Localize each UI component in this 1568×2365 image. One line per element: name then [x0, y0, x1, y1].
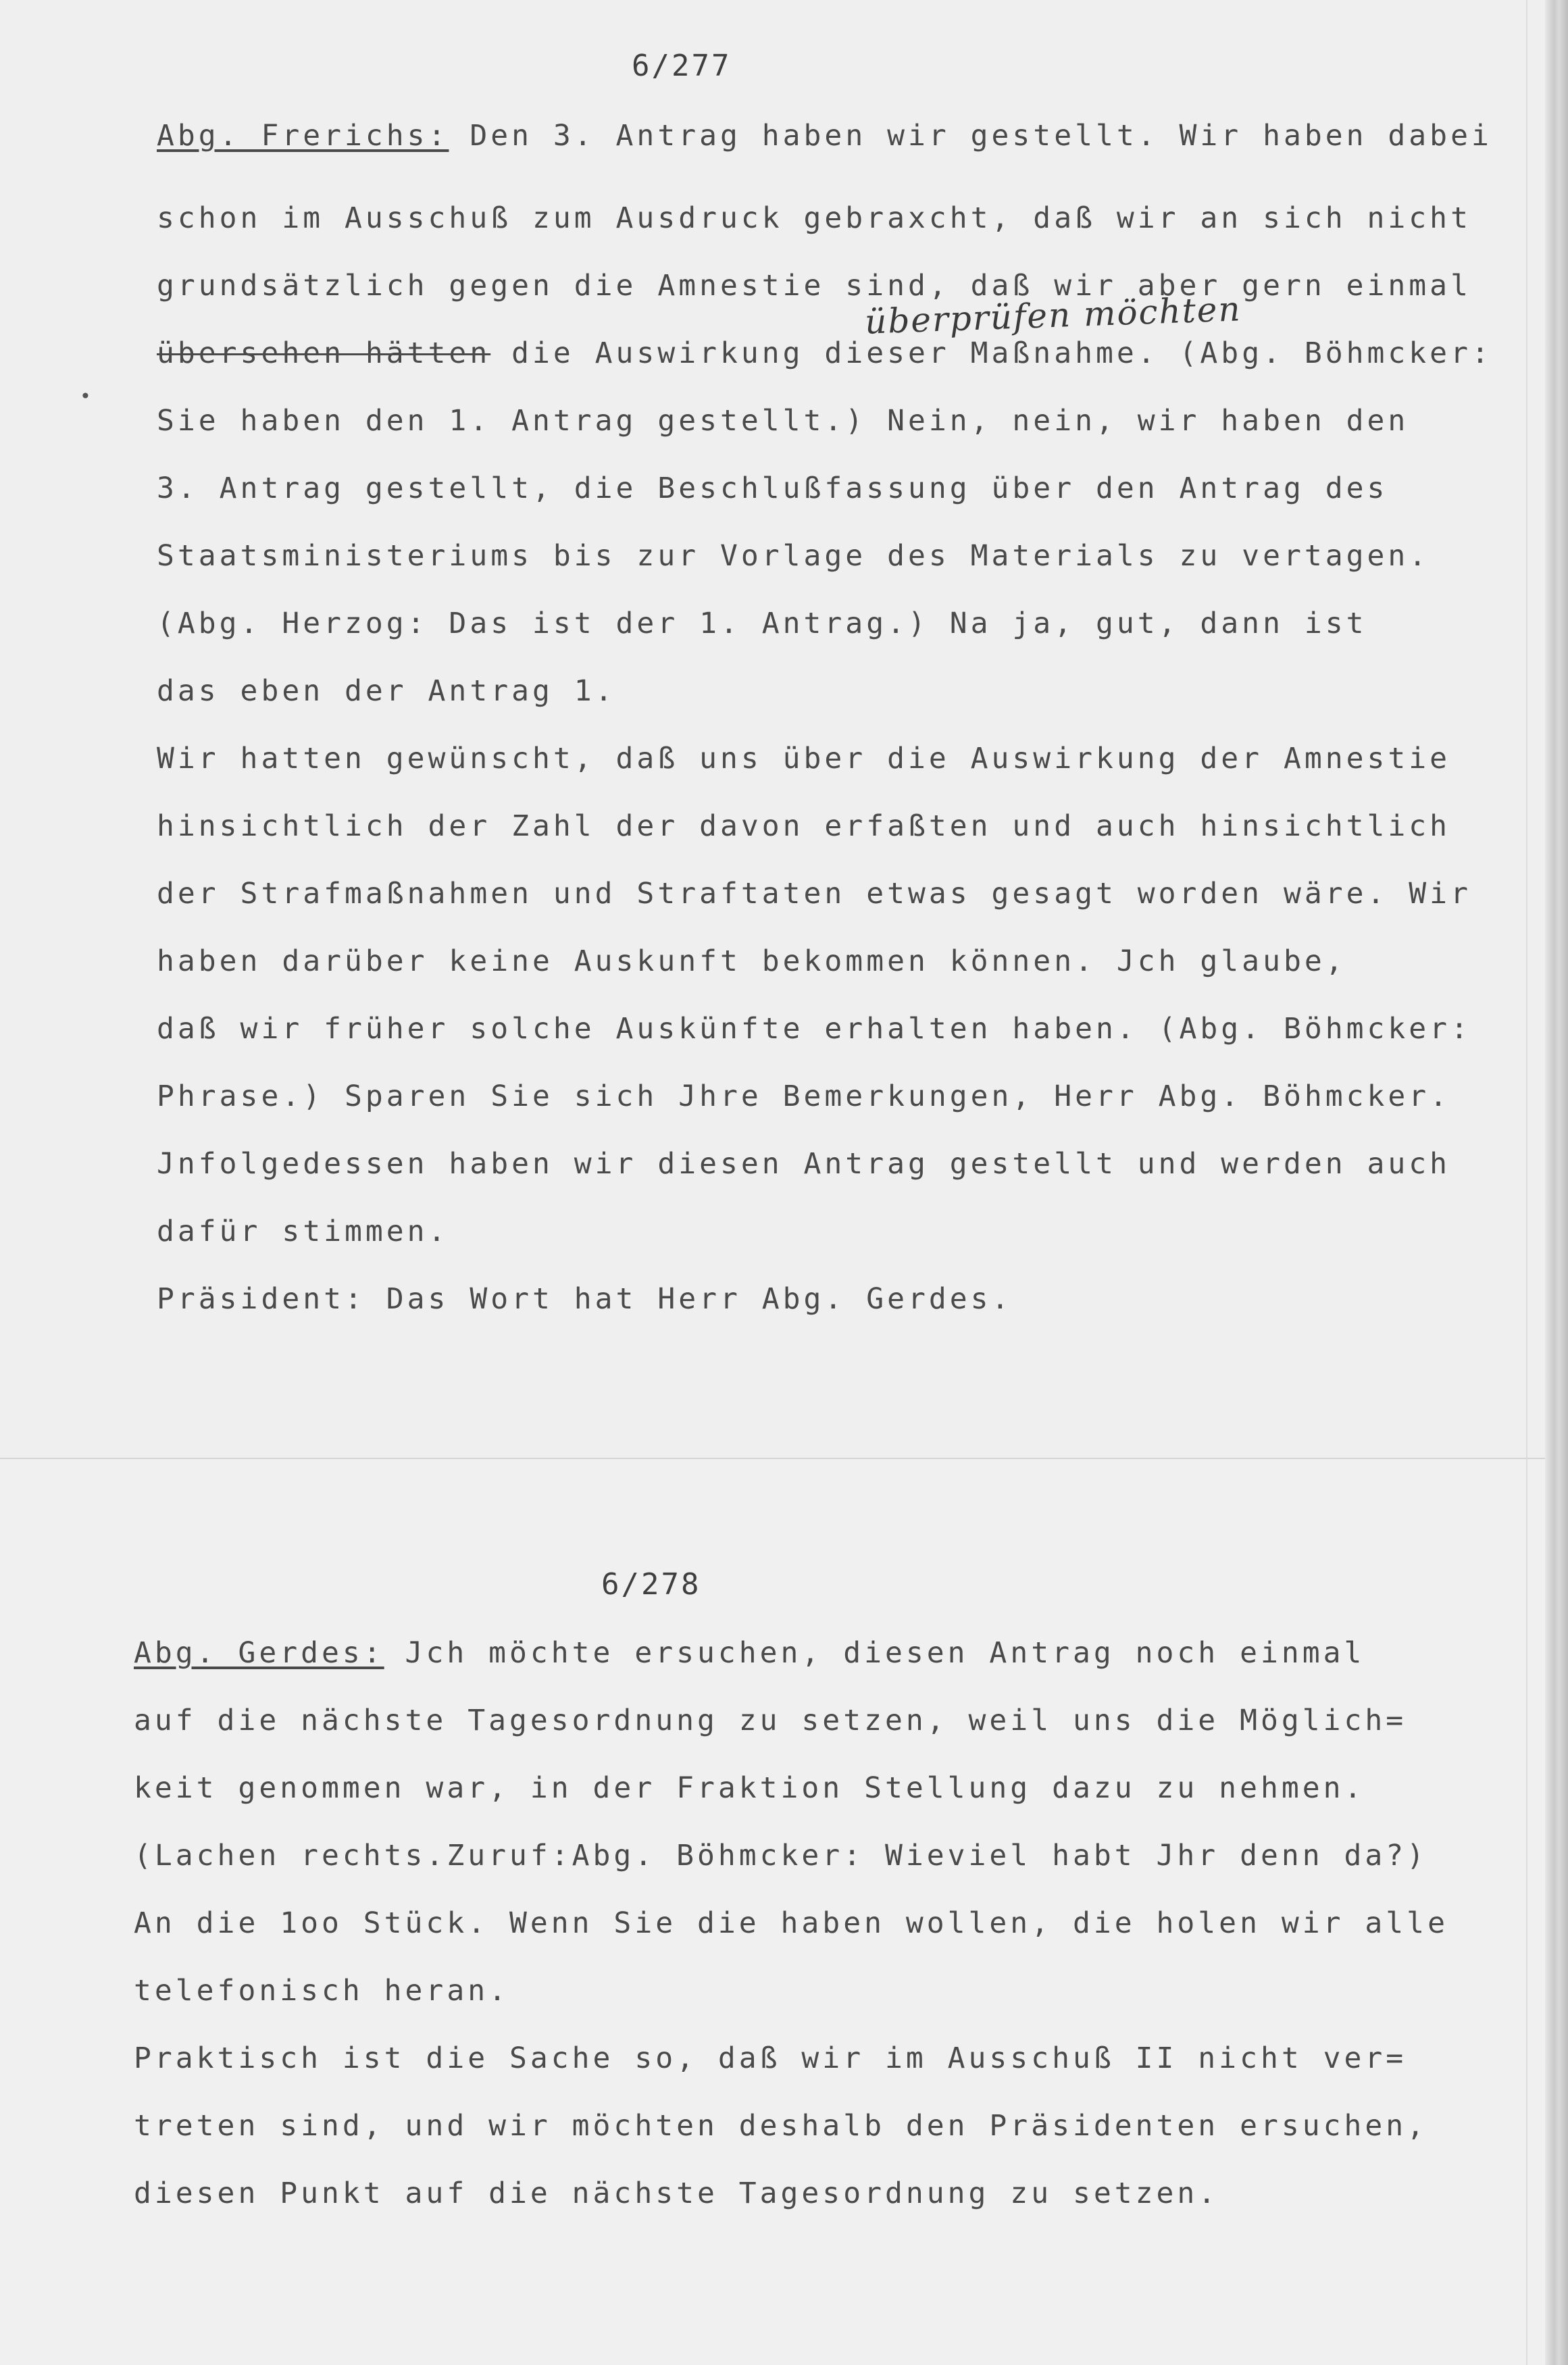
transcript-line: Sie haben den 1. Antrag gestellt.) Nein, nein, wir haben den: [157, 404, 1409, 438]
transcript-line: diesen Punkt auf die nächste Tagesordnung zu setzen.: [134, 2177, 1219, 2210]
transcript-line: Praktisch ist die Sache so, daß wir im Ausschuß II nicht ver=: [134, 2041, 1407, 2075]
transcript-line: treten sind, und wir möchten deshalb den Präsidenten ersuchen,: [134, 2109, 1428, 2143]
transcript-line-with-strikethrough: [157, 336, 1492, 370]
bottom-sheet: [0, 1459, 1568, 2365]
struck-text: übersehen hätten: [157, 336, 491, 370]
paper-edge-line: [1526, 0, 1527, 2365]
handwritten-insertion: überprüfen möchten: [864, 289, 1242, 342]
page-number-bottom: 6/278: [601, 1567, 701, 1602]
speaker-label-gerdes: Abg. Gerdes:: [134, 1636, 384, 1670]
paper-right-edge: [1545, 0, 1568, 2365]
transcript-line: Staatsministeriums bis zur Vorlage des Materials zu vertagen.: [157, 539, 1430, 573]
transcript-line: haben darüber keine Auskunft bekommen können. Jch glaube,: [157, 944, 1346, 978]
transcript-line: dafür stimmen.: [157, 1215, 449, 1248]
transcript-line: der Strafmaßnahmen und Straftaten etwas gesagt worden wäre. Wir: [157, 877, 1471, 911]
transcript-line: das eben der Antrag 1.: [157, 674, 616, 708]
transcript-line: telefonisch heran.: [134, 1974, 509, 2008]
transcript-line: Jnfolgedessen haben wir diesen Antrag gestellt und werden auch: [157, 1147, 1451, 1181]
transcript-line: Phrase.) Sparen Sie sich Jhre Bemerkungen, Herr Abg. Böhmcker.: [157, 1079, 1451, 1113]
page-number-top: 6/277: [632, 49, 732, 83]
transcript-line: keit genommen war, in der Fraktion Stellung dazu zu nehmen.: [134, 1771, 1365, 1805]
transcript-line: An die 1oo Stück. Wenn Sie die haben wollen, die holen wir alle: [134, 1906, 1448, 1940]
transcript-line: (Abg. Herzog: Das ist der 1. Antrag.) Na ja, gut, dann ist: [157, 607, 1367, 640]
transcript-line: hinsichtlich der Zahl der davon erfaßten und auch hinsichtlich: [157, 809, 1451, 843]
transcript-text: Jch möchte ersuchen, diesen Antrag noch einmal: [384, 1636, 1365, 1670]
transcript-line: auf die nächste Tagesordnung zu setzen, weil uns die Möglich=: [134, 1704, 1407, 1737]
transcript-line: grundsätzlich gegen die Amnestie sind, daß wir aber gern einmal: [157, 269, 1471, 303]
transcript-line-speaker-gerdes: [134, 1636, 1365, 1670]
transcript-line: schon im Ausschuß zum Ausdruck gebraxcht, daß wir an sich nicht: [157, 201, 1471, 235]
speaker-label-frerichs: Abg. Frerichs:: [157, 119, 449, 153]
transcript-line: 3. Antrag gestellt, die Beschlußfassung über den Antrag des: [157, 472, 1388, 505]
transcript-text: Den 3. Antrag haben wir gestellt. Wir haben dabei: [449, 119, 1492, 153]
presiding-remark: Präsident: Das Wort hat Herr Abg. Gerdes.: [157, 1282, 1013, 1316]
transcript-line: (Lachen rechts.Zuruf:Abg. Böhmcker: Wieviel habt Jhr denn da?): [134, 1839, 1428, 1873]
transcript-text: die Auswirkung dieser Maßnahme. (Abg. Böhmcker:: [490, 336, 1492, 370]
transcript-line: daß wir früher solche Auskünfte erhalten haben. (Abg. Böhmcker:: [157, 1012, 1471, 1046]
transcript-line-speaker-frerichs: [157, 119, 1492, 153]
margin-mark: •: [80, 385, 91, 407]
transcript-line: Wir hatten gewünscht, daß uns über die Auswirkung der Amnestie: [157, 742, 1451, 775]
